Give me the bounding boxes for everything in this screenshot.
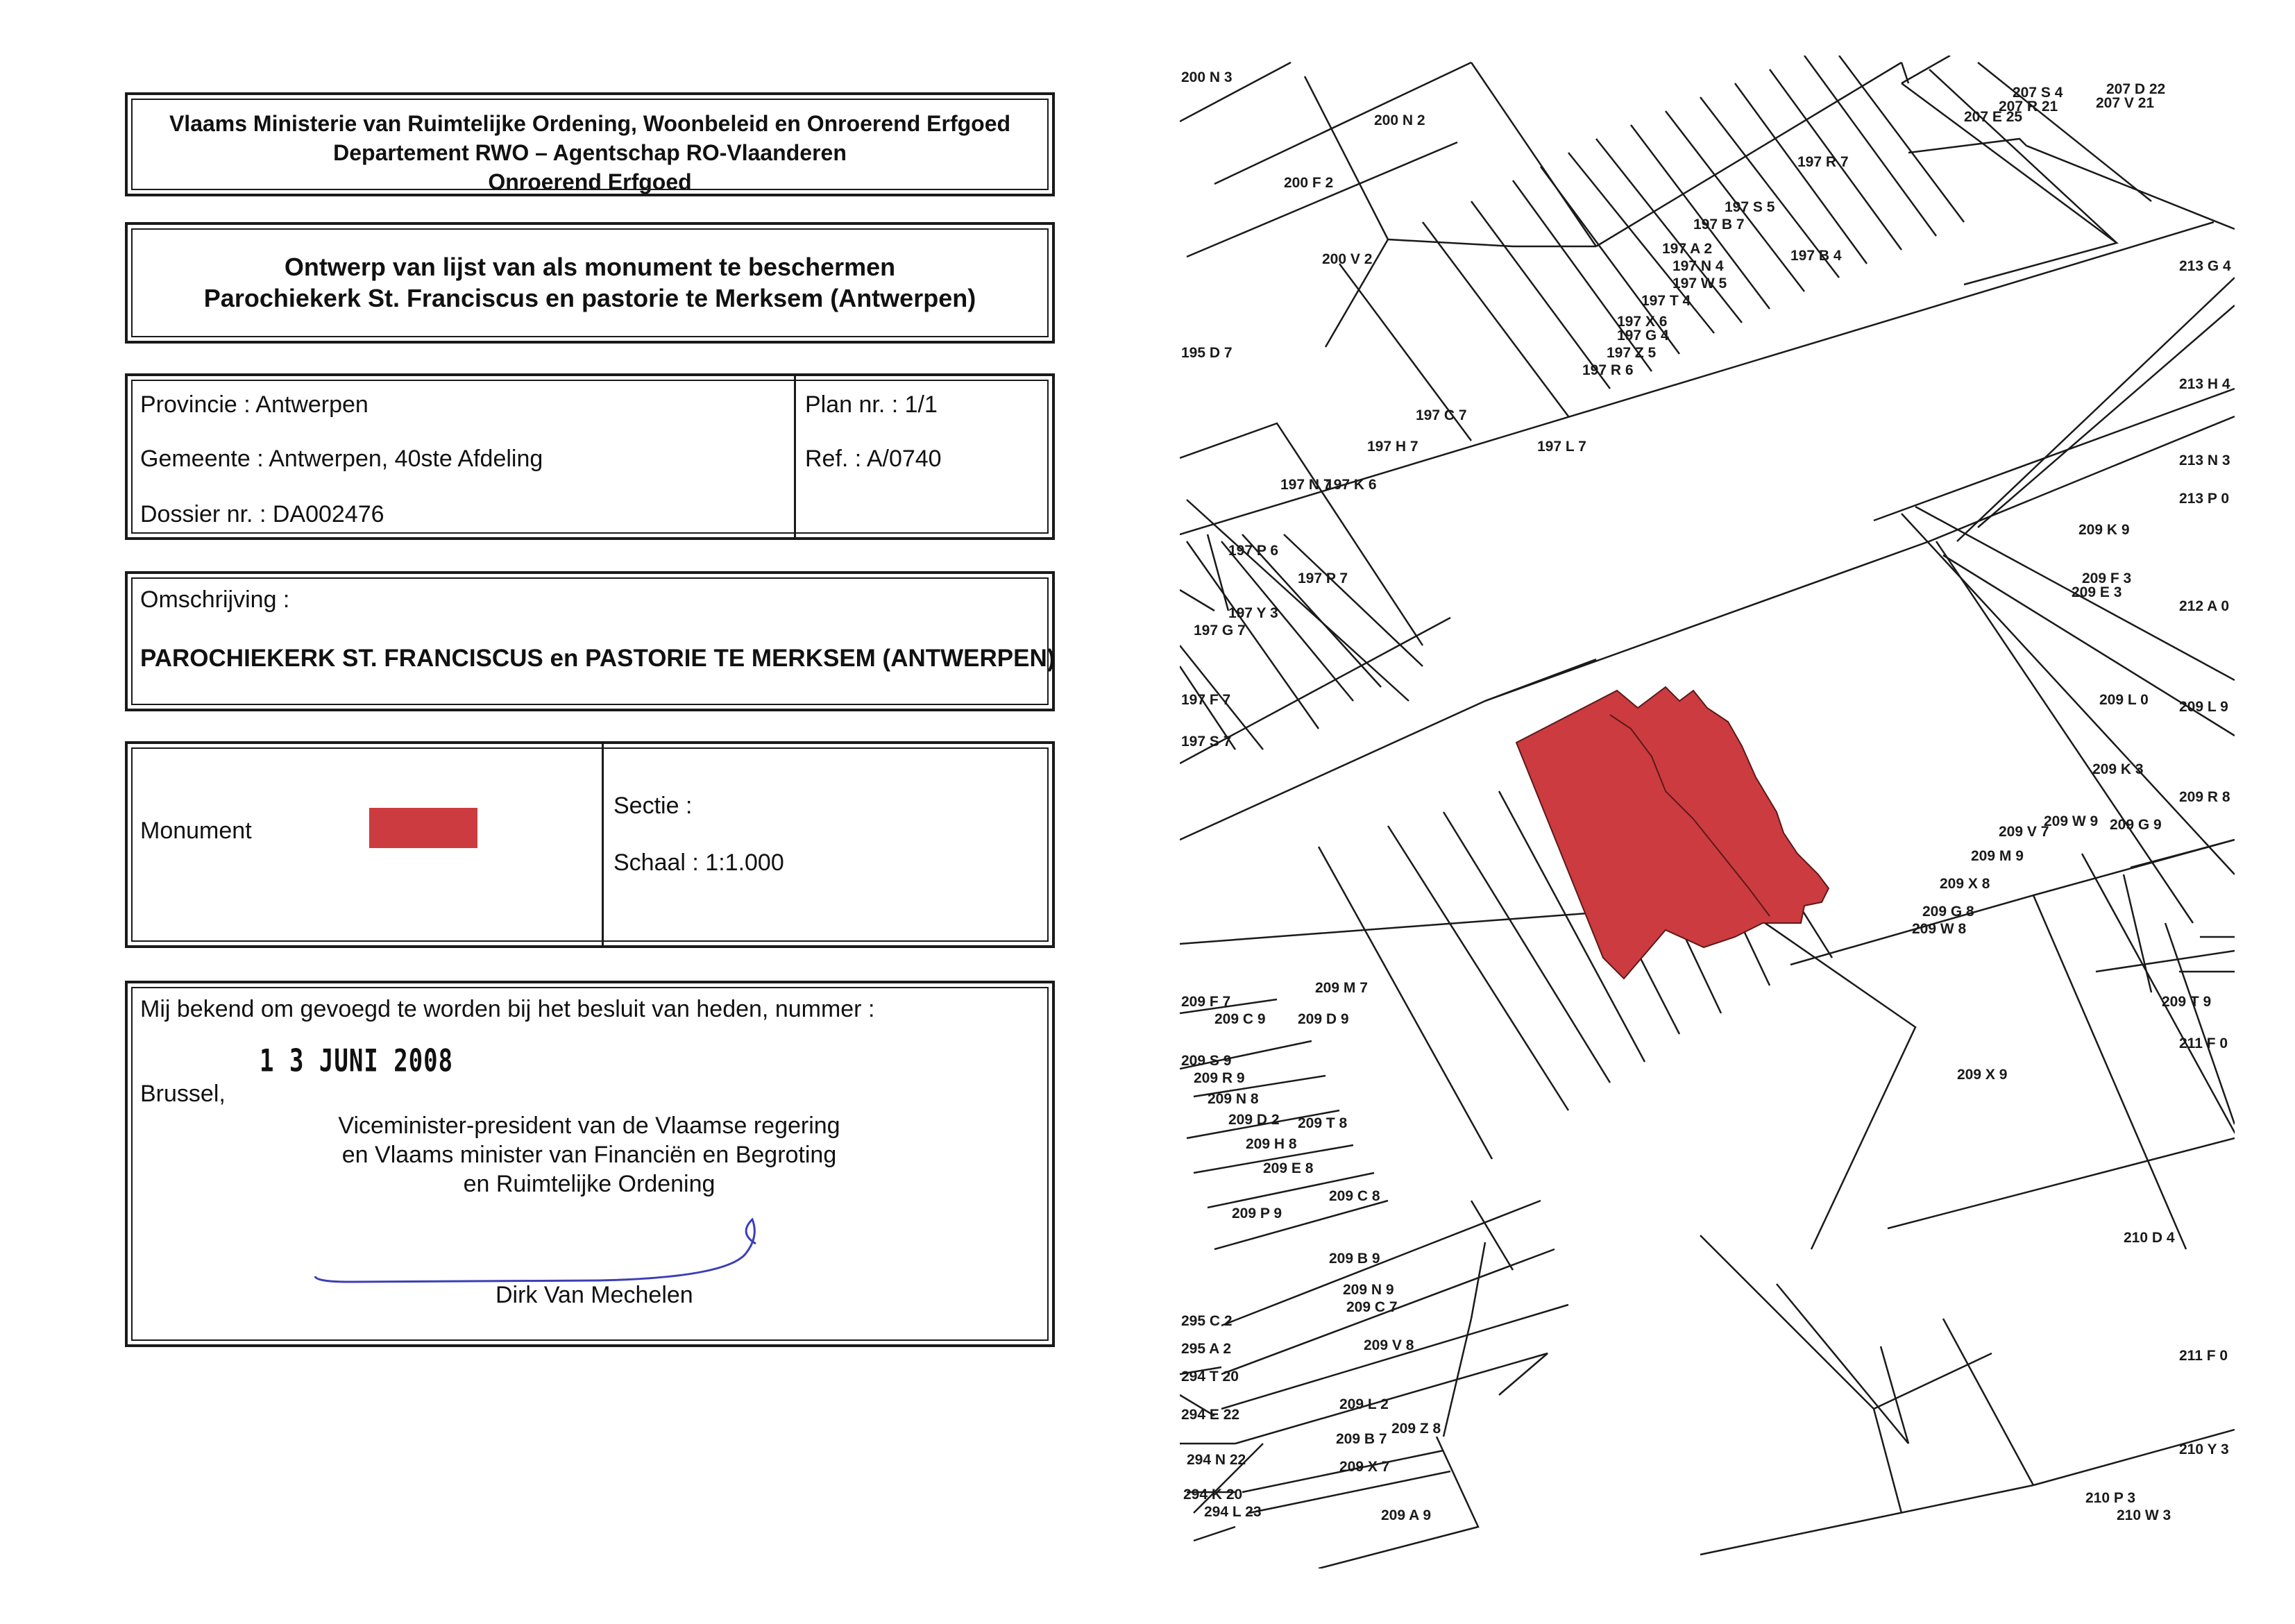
parcel-label: 209 E 8 [1263, 1160, 1314, 1176]
provincie-field: Provincie : Antwerpen [140, 391, 369, 418]
parcel-label: 209 E 3 [2072, 584, 2122, 600]
title-line-2: Parochiekerk St. Franciscus en pastorie te Merksem (Antwerpen) [203, 284, 976, 312]
approval-intro: Mij bekend om gevoegd te worden bij het besluit van heden, nummer : [140, 996, 875, 1022]
parcel-label: 213 P 0 [2179, 491, 2230, 507]
parcel-label: 213 G 4 [2179, 258, 2231, 274]
role-line-1: Viceminister-president van de Vlaamse regering [338, 1113, 840, 1139]
parcel-label: 207 R 21 [1999, 99, 2058, 115]
place-label: Brussel, [140, 1081, 226, 1107]
parcel-label: 210 P 3 [2085, 1490, 2136, 1506]
parcel-label: 209 F 3 [2082, 570, 2132, 586]
parcel-label: 197 R 7 [1797, 154, 1849, 170]
parcel-label: 209 N 9 [1343, 1282, 1394, 1298]
title-line-1: Ontwerp van lijst van als monument te beschermen [284, 253, 896, 281]
parcel-label: 209 L 0 [2099, 692, 2149, 708]
signatory-name: Dirk Van Mechelen [496, 1282, 693, 1308]
parcel-label: 197 L 7 [1537, 439, 1586, 455]
parcel-label: 209 D 9 [1298, 1011, 1349, 1027]
monument-swatch [369, 808, 477, 848]
parcel-label: 209 C 9 [1214, 1011, 1266, 1027]
parcel-label: 209 L 2 [1339, 1396, 1389, 1412]
parcel-label: 207 V 21 [2096, 95, 2155, 111]
parcel-label: 209 F 7 [1181, 994, 1231, 1010]
parcel-label: 197 R 6 [1582, 362, 1634, 378]
parcel-label: 197 G 4 [1617, 328, 1669, 344]
parcel-label: 197 S 5 [1725, 199, 1775, 215]
parcel-label: 197 F 7 [1181, 692, 1231, 708]
info-divider [794, 376, 796, 537]
parcel-label: 200 N 2 [1374, 112, 1425, 128]
parcel-label: 195 D 7 [1181, 345, 1233, 361]
parcel-label: 197 G 7 [1194, 623, 1246, 638]
parcel-label: 209 K 9 [2078, 522, 2130, 538]
parcel-label: 209 T 9 [2162, 994, 2212, 1010]
parcel-label: 209 M 7 [1315, 980, 1368, 996]
parcel-label: 209 B 9 [1329, 1251, 1380, 1267]
parcel-label: 209 W 8 [1912, 921, 1967, 937]
parcel-label: 294 T 20 [1181, 1369, 1239, 1385]
parcel-label: 197 N 7 [1280, 477, 1332, 493]
agency-name: Onroerend Erfgoed [488, 169, 692, 194]
signature-box [125, 981, 1055, 1347]
parcel-label: 197 W 5 [1672, 276, 1727, 291]
monument-label: Monument [140, 818, 252, 844]
parcel-label: 197 K 6 [1326, 477, 1377, 493]
parcel-label: 207 S 4 [2013, 85, 2063, 101]
ministry-header [125, 92, 1055, 196]
cadastral-map [1180, 56, 2235, 1568]
parcel-label: 209 P 9 [1232, 1206, 1282, 1221]
parcel-label: 294 E 22 [1181, 1407, 1240, 1423]
parcel-label: 209 A 9 [1381, 1507, 1431, 1523]
parcel-label: 209 T 8 [1298, 1115, 1348, 1131]
parcel-label: 197 C 7 [1416, 407, 1467, 423]
description-label: Omschrijving : [140, 586, 290, 613]
parcel-label: 197 Z 5 [1607, 345, 1657, 361]
role-line-3: en Ruimtelijke Ordening [463, 1171, 715, 1197]
parcel-label: 200 V 2 [1322, 251, 1373, 267]
parcel-label: 209 Z 8 [1391, 1421, 1441, 1437]
parcel-label: 209 R 9 [1194, 1070, 1245, 1086]
legend-box [125, 741, 1055, 948]
parcel-label: 209 X 8 [1940, 876, 1990, 892]
description-box [125, 571, 1055, 711]
parcel-label: 209 L 9 [2179, 699, 2228, 715]
parcel-label: 209 V 7 [1999, 824, 2049, 840]
parcel-label: 200 F 2 [1284, 175, 1334, 191]
ref-field: Ref. : A/0740 [805, 446, 942, 472]
gemeente-field: Gemeente : Antwerpen, 40ste Afdeling [140, 446, 543, 472]
role-line-2: en Vlaams minister van Financiën en Begroting [341, 1142, 837, 1168]
parcel-label: 197 A 2 [1662, 241, 1712, 257]
parcel-label: 209 V 8 [1364, 1337, 1414, 1353]
parcel-label: 294 K 20 [1183, 1487, 1243, 1503]
description-text: PAROCHIEKERK ST. FRANCISCUS en PASTORIE TE MERKSEM (ANTWERPEN) [140, 645, 1056, 672]
parcel-label: 209 B 7 [1336, 1431, 1387, 1447]
parcel-label: 209 N 8 [1208, 1091, 1259, 1107]
parcel-label: 197 B 7 [1693, 217, 1745, 232]
parcel-label: 209 G 8 [1922, 904, 1974, 920]
signatory-role [128, 1111, 1051, 1199]
parcel-label: 210 Y 3 [2179, 1441, 2229, 1457]
parcel-label: 209 K 3 [2092, 761, 2144, 777]
parcel-label: 295 A 2 [1181, 1341, 1231, 1357]
parcel-label: 197 N 4 [1672, 258, 1724, 274]
parcel-label: 197 H 7 [1367, 439, 1419, 455]
legend-divider [602, 744, 604, 945]
dossier-field: Dossier nr. : DA002476 [140, 501, 384, 527]
parcel-label: 212 A 0 [2179, 598, 2229, 614]
parcel-label: 197 B 4 [1790, 248, 1842, 264]
parcel-label: 209 W 9 [2044, 813, 2099, 829]
parcel-label: 209 R 8 [2179, 789, 2230, 805]
parcel-label: 197 T 4 [1641, 293, 1691, 309]
parcel-label: 295 C 2 [1181, 1313, 1233, 1329]
date-stamp: 1 3 JUNI 2008 [260, 1043, 454, 1079]
parcel-label: 197 S 7 [1181, 734, 1232, 750]
parcel-label: 209 D 2 [1228, 1112, 1280, 1128]
document-title [125, 222, 1055, 344]
sectie-label: Sectie : [613, 793, 693, 819]
parcel-label: 209 C 8 [1329, 1188, 1380, 1204]
parcel-label: 200 N 3 [1181, 69, 1233, 85]
parcel-label: 209 M 9 [1971, 848, 2024, 864]
parcel-label: 209 X 7 [1339, 1459, 1390, 1475]
parcel-label: 197 P 6 [1228, 543, 1279, 559]
ministry-name: Vlaams Ministerie van Ruimtelijke Ordening, Woonbeleid en Onroerend Erfgoed [169, 111, 1011, 136]
parcel-label: 213 H 4 [2179, 376, 2230, 392]
parcel-label: 209 C 7 [1346, 1299, 1398, 1315]
department-name: Departement RWO – Agentschap RO-Vlaanderen [333, 140, 847, 165]
parcel-label: 197 P 7 [1298, 570, 1348, 586]
parcel-label: 210 D 4 [2124, 1230, 2175, 1246]
parcel-label: 197 Y 3 [1228, 605, 1278, 621]
parcel-label: 209 S 9 [1181, 1053, 1232, 1069]
parcel-label: 294 N 22 [1187, 1452, 1246, 1468]
parcel-label: 213 N 3 [2179, 452, 2230, 468]
parcel-label: 211 F 0 [2179, 1035, 2228, 1051]
plan-field: Plan nr. : 1/1 [805, 391, 938, 418]
info-table [125, 373, 1055, 540]
parcel-label: 207 D 22 [2106, 81, 2166, 97]
parcel-label: 294 L 23 [1204, 1504, 1262, 1520]
parcel-label: 197 X 6 [1617, 314, 1668, 330]
parcel-label: 210 W 3 [2117, 1507, 2171, 1523]
schaal-label: Schaal : 1:1.000 [613, 849, 784, 876]
parcel-label: 209 G 9 [2110, 817, 2162, 833]
parcel-label: 209 H 8 [1246, 1136, 1297, 1152]
parcel-label: 207 E 25 [1964, 109, 2023, 125]
parcel-label: 211 F 0 [2179, 1348, 2228, 1364]
parcel-label: 209 X 9 [1957, 1067, 2008, 1083]
